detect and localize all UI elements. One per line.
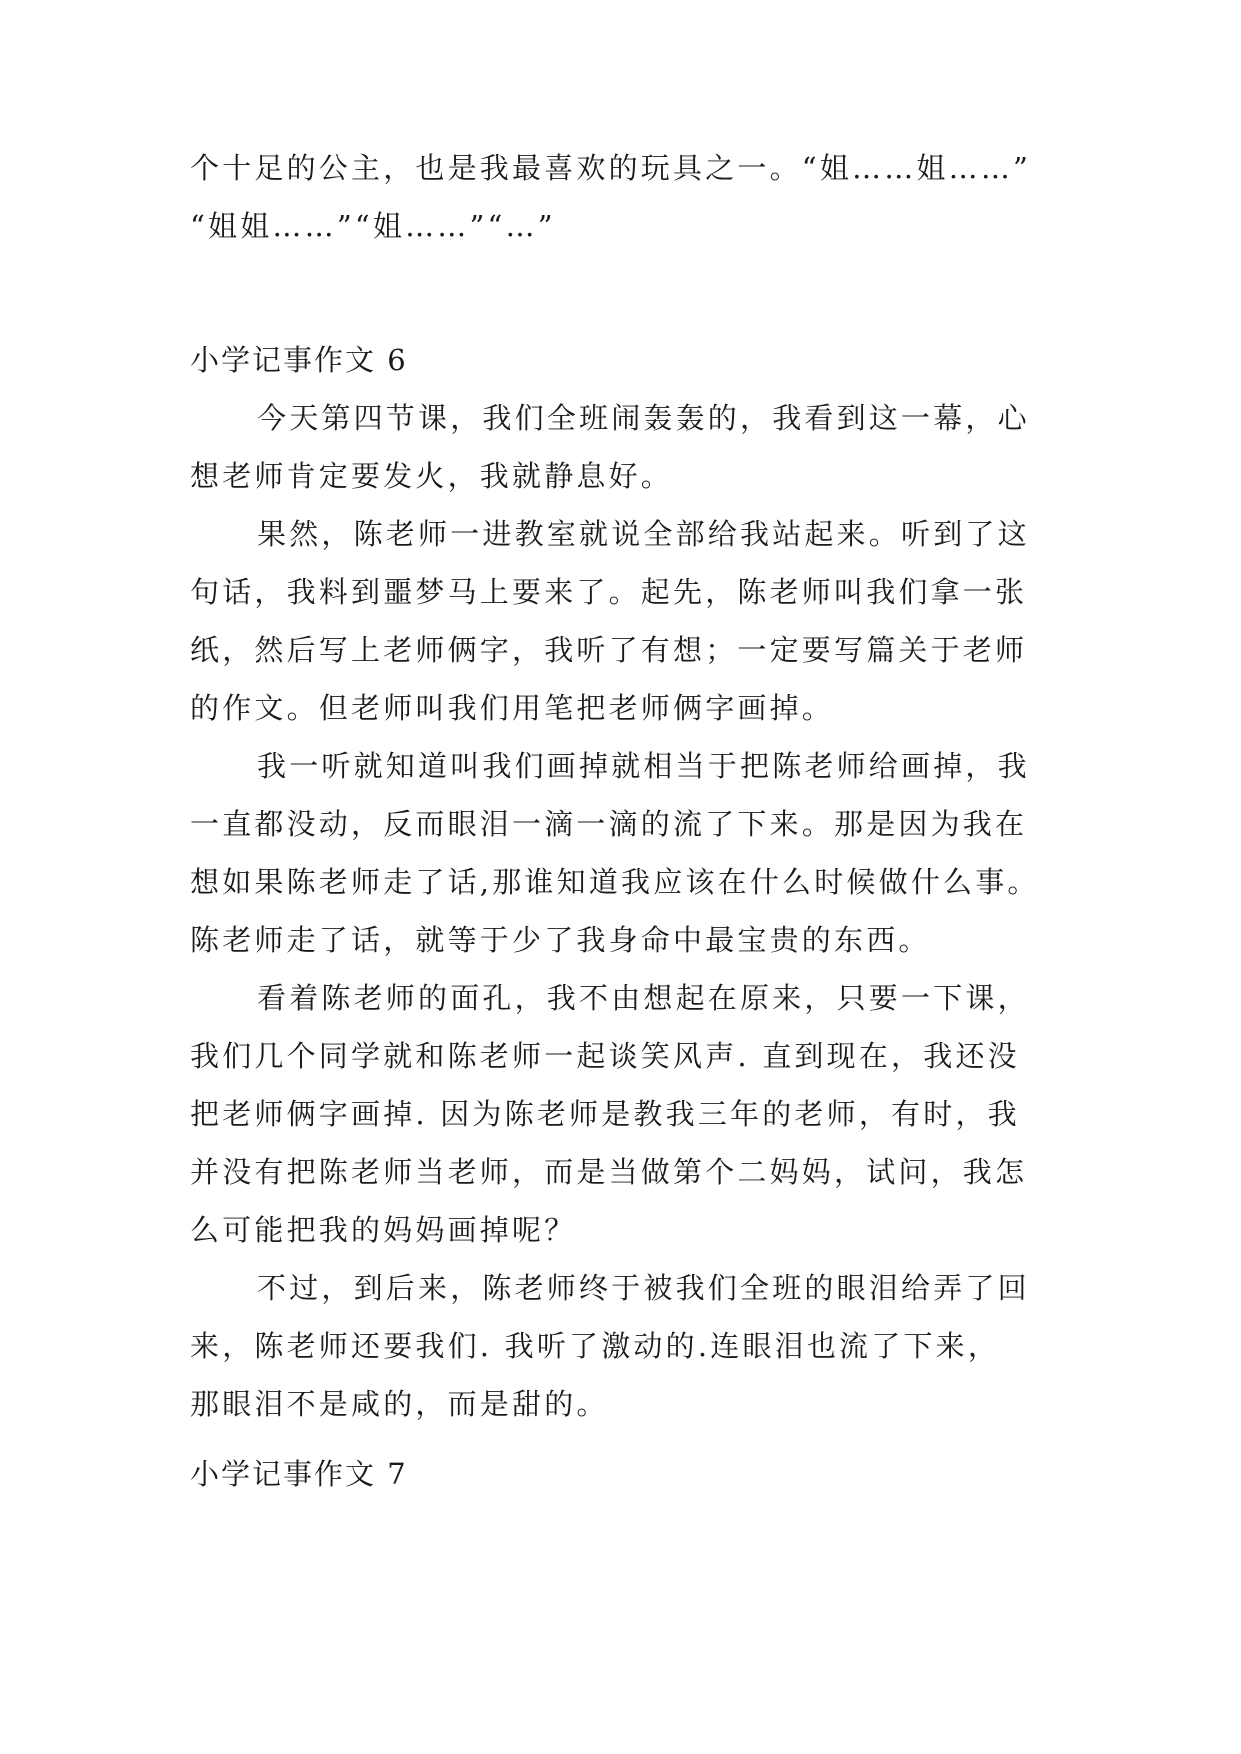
text-line: 不过，到后来，陈老师终于被我们全班的眼泪给弄了回 (257, 1271, 1030, 1305)
text-line: 的作文。但老师叫我们用笔把老师俩字画掉。 (190, 691, 835, 725)
text-line: 把老师俩字画掉. 因为陈老师是教我三年的老师，有时，我 (190, 1097, 1020, 1131)
text-line: 我们几个同学就和陈老师一起谈笑风声. 直到现在，我还没 (190, 1039, 1020, 1073)
text-line: 今天第四节课，我们全班闹轰轰的，我看到这一幕，心 (257, 401, 1030, 435)
paragraph (190, 505, 1060, 737)
section-6-heading-block (190, 331, 1060, 389)
text-line: “姐姐……”“姐……”“…” (190, 209, 556, 243)
paragraph (190, 737, 1060, 969)
continuation-paragraph (190, 139, 1060, 255)
section-heading: 小学记事作文 7 (190, 1457, 408, 1491)
paragraph (190, 1259, 1060, 1433)
paragraph (190, 389, 1060, 505)
text-line: 来，陈老师还要我们. 我听了激动的.连眼泪也流了下来， (190, 1329, 1001, 1363)
paragraph (190, 969, 1060, 1259)
text-line: 看着陈老师的面孔，我不由想起在原来，只要一下课， (257, 981, 1030, 1015)
text-line: 果然，陈老师一进教室就说全部给我站起来。听到了这 (257, 517, 1030, 551)
text-line: 陈老师走了话，就等于少了我身命中最宝贵的东西。 (190, 923, 931, 957)
text-line: 么可能把我的妈妈画掉呢？ (190, 1213, 577, 1247)
text-line: 想如果陈老师走了话,那谁知道我应该在什么时候做什么事。 (190, 865, 1040, 899)
text-line: 我一听就知道叫我们画掉就相当于把陈老师给画掉，我 (257, 749, 1030, 783)
section-6-body (190, 389, 1060, 1433)
text-line: 那眼泪不是咸的，而是甜的。 (190, 1387, 609, 1421)
section-7-heading-block (190, 1445, 1060, 1503)
text-line: 想老师肯定要发火，我就静息好。 (190, 459, 674, 493)
text-line: 并没有把陈老师当老师，而是当做第个二妈妈，试问，我怎 (190, 1155, 1028, 1189)
text-line: 一直都没动，反而眼泪一滴一滴的流了下来。那是因为我在 (190, 807, 1028, 841)
text-line: 句话，我料到噩梦马上要来了。起先，陈老师叫我们拿一张 (190, 575, 1028, 609)
text-line: 个十足的公主，也是我最喜欢的玩具之一。“姐……姐……” (190, 151, 1032, 185)
section-heading: 小学记事作文 6 (190, 343, 408, 377)
text-line: 纸，然后写上老师俩字，我听了有想；一定要写篇关于老师 (190, 633, 1028, 667)
